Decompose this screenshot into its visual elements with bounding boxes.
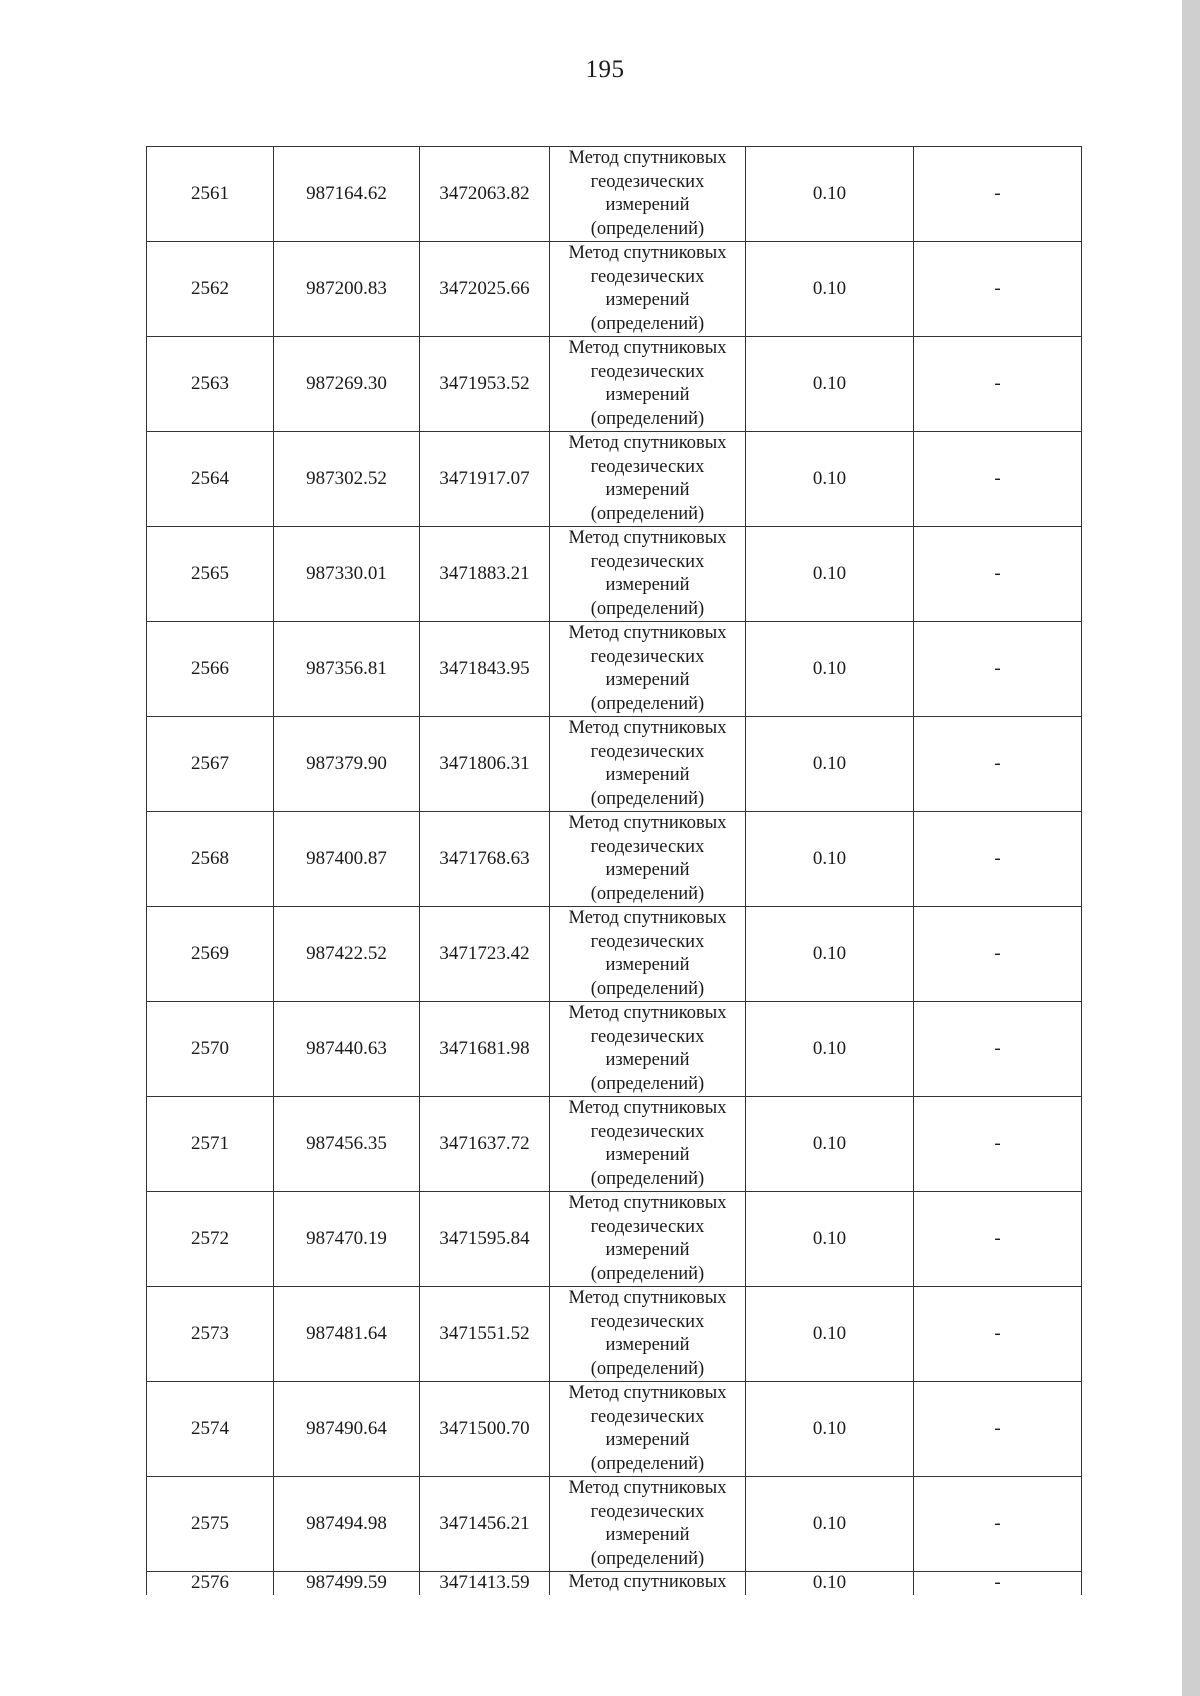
point-number-cell: 2574 — [147, 1382, 274, 1477]
point-number-cell: 2563 — [147, 337, 274, 432]
method-line: геодезических — [590, 646, 705, 667]
method-line: (определений) — [590, 978, 705, 999]
table-row — [147, 1192, 1082, 1287]
point-number-cell: 2568 — [147, 812, 274, 907]
table-row — [147, 527, 1082, 622]
y-coordinate-cell: 3471595.84 — [420, 1192, 550, 1287]
note-cell: - — [914, 432, 1082, 527]
method-line: измерений — [605, 575, 690, 595]
accuracy-cell: 0.10 — [746, 1382, 914, 1477]
method-line: измерений — [605, 480, 690, 500]
table-row — [147, 1002, 1082, 1097]
method-line: Метод спутниковых — [568, 908, 727, 928]
method-line: геодезических — [590, 931, 705, 952]
y-coordinate-cell: 3471500.70 — [420, 1382, 550, 1477]
accuracy-cell: 0.10 — [746, 1002, 914, 1097]
method-line: геодезических — [590, 741, 705, 762]
point-number-cell: 2571 — [147, 1097, 274, 1192]
x-coordinate-cell: 987269.30 — [274, 337, 420, 432]
method-line: Метод спутниковых — [568, 1098, 727, 1118]
accuracy-cell: 0.10 — [746, 147, 914, 242]
note-cell: - — [914, 622, 1082, 717]
point-number-cell: 2569 — [147, 907, 274, 1002]
method-line: геодезических — [590, 1026, 705, 1047]
method-line: геодезических — [590, 1121, 705, 1142]
method-cell — [550, 1382, 746, 1477]
point-number-cell: 2572 — [147, 1192, 274, 1287]
method-line: (определений) — [590, 1548, 705, 1569]
table-row — [147, 337, 1082, 432]
table-row — [147, 432, 1082, 527]
method-line: Метод спутниковых — [568, 1003, 727, 1023]
note-cell: - — [914, 1002, 1082, 1097]
method-line: измерений — [605, 1145, 690, 1165]
x-coordinate-cell: 987379.90 — [274, 717, 420, 812]
point-number-cell: 2567 — [147, 717, 274, 812]
method-line: геодезических — [590, 1406, 705, 1427]
note-cell: - — [914, 1477, 1082, 1572]
method-line: геодезических — [590, 836, 705, 857]
y-coordinate-cell: 3471806.31 — [420, 717, 550, 812]
note-cell: - — [914, 1572, 1082, 1596]
table-row — [147, 1572, 1082, 1596]
method-line: измерений — [605, 1525, 690, 1545]
y-coordinate-cell: 3471551.52 — [420, 1287, 550, 1382]
y-coordinate-cell: 3471953.52 — [420, 337, 550, 432]
table-row — [147, 242, 1082, 337]
x-coordinate-cell: 987356.81 — [274, 622, 420, 717]
x-coordinate-cell: 987499.59 — [274, 1572, 420, 1596]
method-line: (определений) — [590, 693, 705, 714]
point-number-cell: 2576 — [147, 1572, 274, 1596]
accuracy-cell: 0.10 — [746, 1192, 914, 1287]
method-line: геодезических — [590, 171, 705, 192]
method-line: (определений) — [590, 883, 705, 904]
note-cell: - — [914, 1287, 1082, 1382]
y-coordinate-cell: 3471768.63 — [420, 812, 550, 907]
method-cell — [550, 717, 746, 812]
accuracy-cell: 0.10 — [746, 717, 914, 812]
table-row — [147, 622, 1082, 717]
accuracy-cell: 0.10 — [746, 812, 914, 907]
accuracy-cell: 0.10 — [746, 527, 914, 622]
method-line: геодезических — [590, 1216, 705, 1237]
x-coordinate-cell: 987470.19 — [274, 1192, 420, 1287]
method-line: измерений — [605, 290, 690, 310]
x-coordinate-cell: 987494.98 — [274, 1477, 420, 1572]
method-line: измерений — [605, 1335, 690, 1355]
method-line: Метод спутниковых — [568, 813, 727, 833]
method-line: измерений — [605, 1430, 690, 1450]
note-cell: - — [914, 1382, 1082, 1477]
y-coordinate-cell: 3471413.59 — [420, 1572, 550, 1596]
method-line: (определений) — [590, 408, 705, 429]
point-number-cell: 2561 — [147, 147, 274, 242]
note-cell: - — [914, 717, 1082, 812]
note-cell: - — [914, 337, 1082, 432]
method-line: геодезических — [590, 266, 705, 287]
method-line: (определений) — [590, 788, 705, 809]
y-coordinate-cell: 3471637.72 — [420, 1097, 550, 1192]
method-line: (определений) — [590, 503, 705, 524]
accuracy-cell: 0.10 — [746, 432, 914, 527]
note-cell: - — [914, 812, 1082, 907]
note-cell: - — [914, 147, 1082, 242]
point-number-cell: 2566 — [147, 622, 274, 717]
method-line: измерений — [605, 765, 690, 785]
x-coordinate-cell: 987302.52 — [274, 432, 420, 527]
method-cell — [550, 622, 746, 717]
method-line: измерений — [605, 195, 690, 215]
table-row — [147, 1097, 1082, 1192]
table-row — [147, 717, 1082, 812]
method-line: измерений — [605, 860, 690, 880]
method-cell — [550, 812, 746, 907]
table-row — [147, 812, 1082, 907]
method-line: Метод спутниковых — [568, 1193, 727, 1213]
method-line: измерений — [605, 955, 690, 975]
method-line: измерений — [605, 385, 690, 405]
accuracy-cell: 0.10 — [746, 1477, 914, 1572]
method-line: Метод спутниковых — [568, 148, 727, 168]
method-cell — [550, 1572, 746, 1596]
x-coordinate-cell: 987481.64 — [274, 1287, 420, 1382]
method-cell — [550, 1287, 746, 1382]
method-cell — [550, 147, 746, 242]
method-line: (определений) — [590, 598, 705, 619]
coordinates-table-body — [147, 147, 1082, 1596]
method-line: (определений) — [590, 1453, 705, 1474]
note-cell: - — [914, 1192, 1082, 1287]
method-cell — [550, 1192, 746, 1287]
table-row — [147, 147, 1082, 242]
method-cell — [550, 337, 746, 432]
coordinates-table — [146, 146, 1082, 1595]
y-coordinate-cell: 3471917.07 — [420, 432, 550, 527]
method-line: (определений) — [590, 1073, 705, 1094]
point-number-cell: 2565 — [147, 527, 274, 622]
point-number-cell: 2575 — [147, 1477, 274, 1572]
note-cell: - — [914, 907, 1082, 1002]
method-cell — [550, 242, 746, 337]
method-line: Метод спутниковых — [568, 1288, 727, 1308]
table-row — [147, 1287, 1082, 1382]
y-coordinate-cell: 3471723.42 — [420, 907, 550, 1002]
y-coordinate-cell: 3472063.82 — [420, 147, 550, 242]
accuracy-cell: 0.10 — [746, 907, 914, 1002]
method-cell — [550, 1002, 746, 1097]
accuracy-cell: 0.10 — [746, 242, 914, 337]
method-line: геодезических — [590, 456, 705, 477]
accuracy-cell: 0.10 — [746, 1287, 914, 1382]
x-coordinate-cell: 987200.83 — [274, 242, 420, 337]
accuracy-cell: 0.10 — [746, 1572, 914, 1596]
method-cell — [550, 1477, 746, 1572]
method-line: геодезических — [590, 1311, 705, 1332]
method-line: Метод спутниковых — [568, 433, 727, 453]
method-line: геодезических — [590, 551, 705, 572]
y-coordinate-cell: 3471883.21 — [420, 527, 550, 622]
x-coordinate-cell: 987164.62 — [274, 147, 420, 242]
accuracy-cell: 0.10 — [746, 622, 914, 717]
method-line: (определений) — [590, 218, 705, 239]
note-cell: - — [914, 1097, 1082, 1192]
method-cell — [550, 527, 746, 622]
table-row — [147, 1477, 1082, 1572]
table-row — [147, 1382, 1082, 1477]
method-line: измерений — [605, 670, 690, 690]
x-coordinate-cell: 987330.01 — [274, 527, 420, 622]
method-cell — [550, 1097, 746, 1192]
note-cell: - — [914, 242, 1082, 337]
method-line: Метод спутниковых — [568, 1478, 727, 1498]
method-line: геодезических — [590, 361, 705, 382]
method-line: Метод спутниковых — [568, 1383, 727, 1403]
method-line: Метод спутниковых — [568, 1572, 727, 1592]
y-coordinate-cell: 3471456.21 — [420, 1477, 550, 1572]
point-number-cell: 2562 — [147, 242, 274, 337]
method-line: Метод спутниковых — [568, 243, 727, 263]
page-number: 195 — [585, 56, 625, 83]
x-coordinate-cell: 987490.64 — [274, 1382, 420, 1477]
y-coordinate-cell: 3471681.98 — [420, 1002, 550, 1097]
method-line: (определений) — [590, 1168, 705, 1189]
method-line: измерений — [605, 1240, 690, 1260]
accuracy-cell: 0.10 — [746, 1097, 914, 1192]
method-line: геодезических — [590, 1501, 705, 1522]
method-cell — [550, 907, 746, 1002]
x-coordinate-cell: 987400.87 — [274, 812, 420, 907]
x-coordinate-cell: 987440.63 — [274, 1002, 420, 1097]
accuracy-cell: 0.10 — [746, 337, 914, 432]
method-line: Метод спутниковых — [568, 718, 727, 738]
y-coordinate-cell: 3472025.66 — [420, 242, 550, 337]
y-coordinate-cell: 3471843.95 — [420, 622, 550, 717]
point-number-cell: 2573 — [147, 1287, 274, 1382]
point-number-cell: 2570 — [147, 1002, 274, 1097]
scan-edge-strip — [1182, 0, 1200, 1696]
method-line: Метод спутниковых — [568, 528, 727, 548]
method-line: (определений) — [590, 1358, 705, 1379]
method-line: (определений) — [590, 313, 705, 334]
method-line: измерений — [605, 1050, 690, 1070]
note-cell: - — [914, 527, 1082, 622]
table-row — [147, 907, 1082, 1002]
method-line: Метод спутниковых — [568, 623, 727, 643]
x-coordinate-cell: 987422.52 — [274, 907, 420, 1002]
x-coordinate-cell: 987456.35 — [274, 1097, 420, 1192]
point-number-cell: 2564 — [147, 432, 274, 527]
method-line: Метод спутниковых — [568, 338, 727, 358]
method-cell — [550, 432, 746, 527]
method-line: (определений) — [590, 1263, 705, 1284]
